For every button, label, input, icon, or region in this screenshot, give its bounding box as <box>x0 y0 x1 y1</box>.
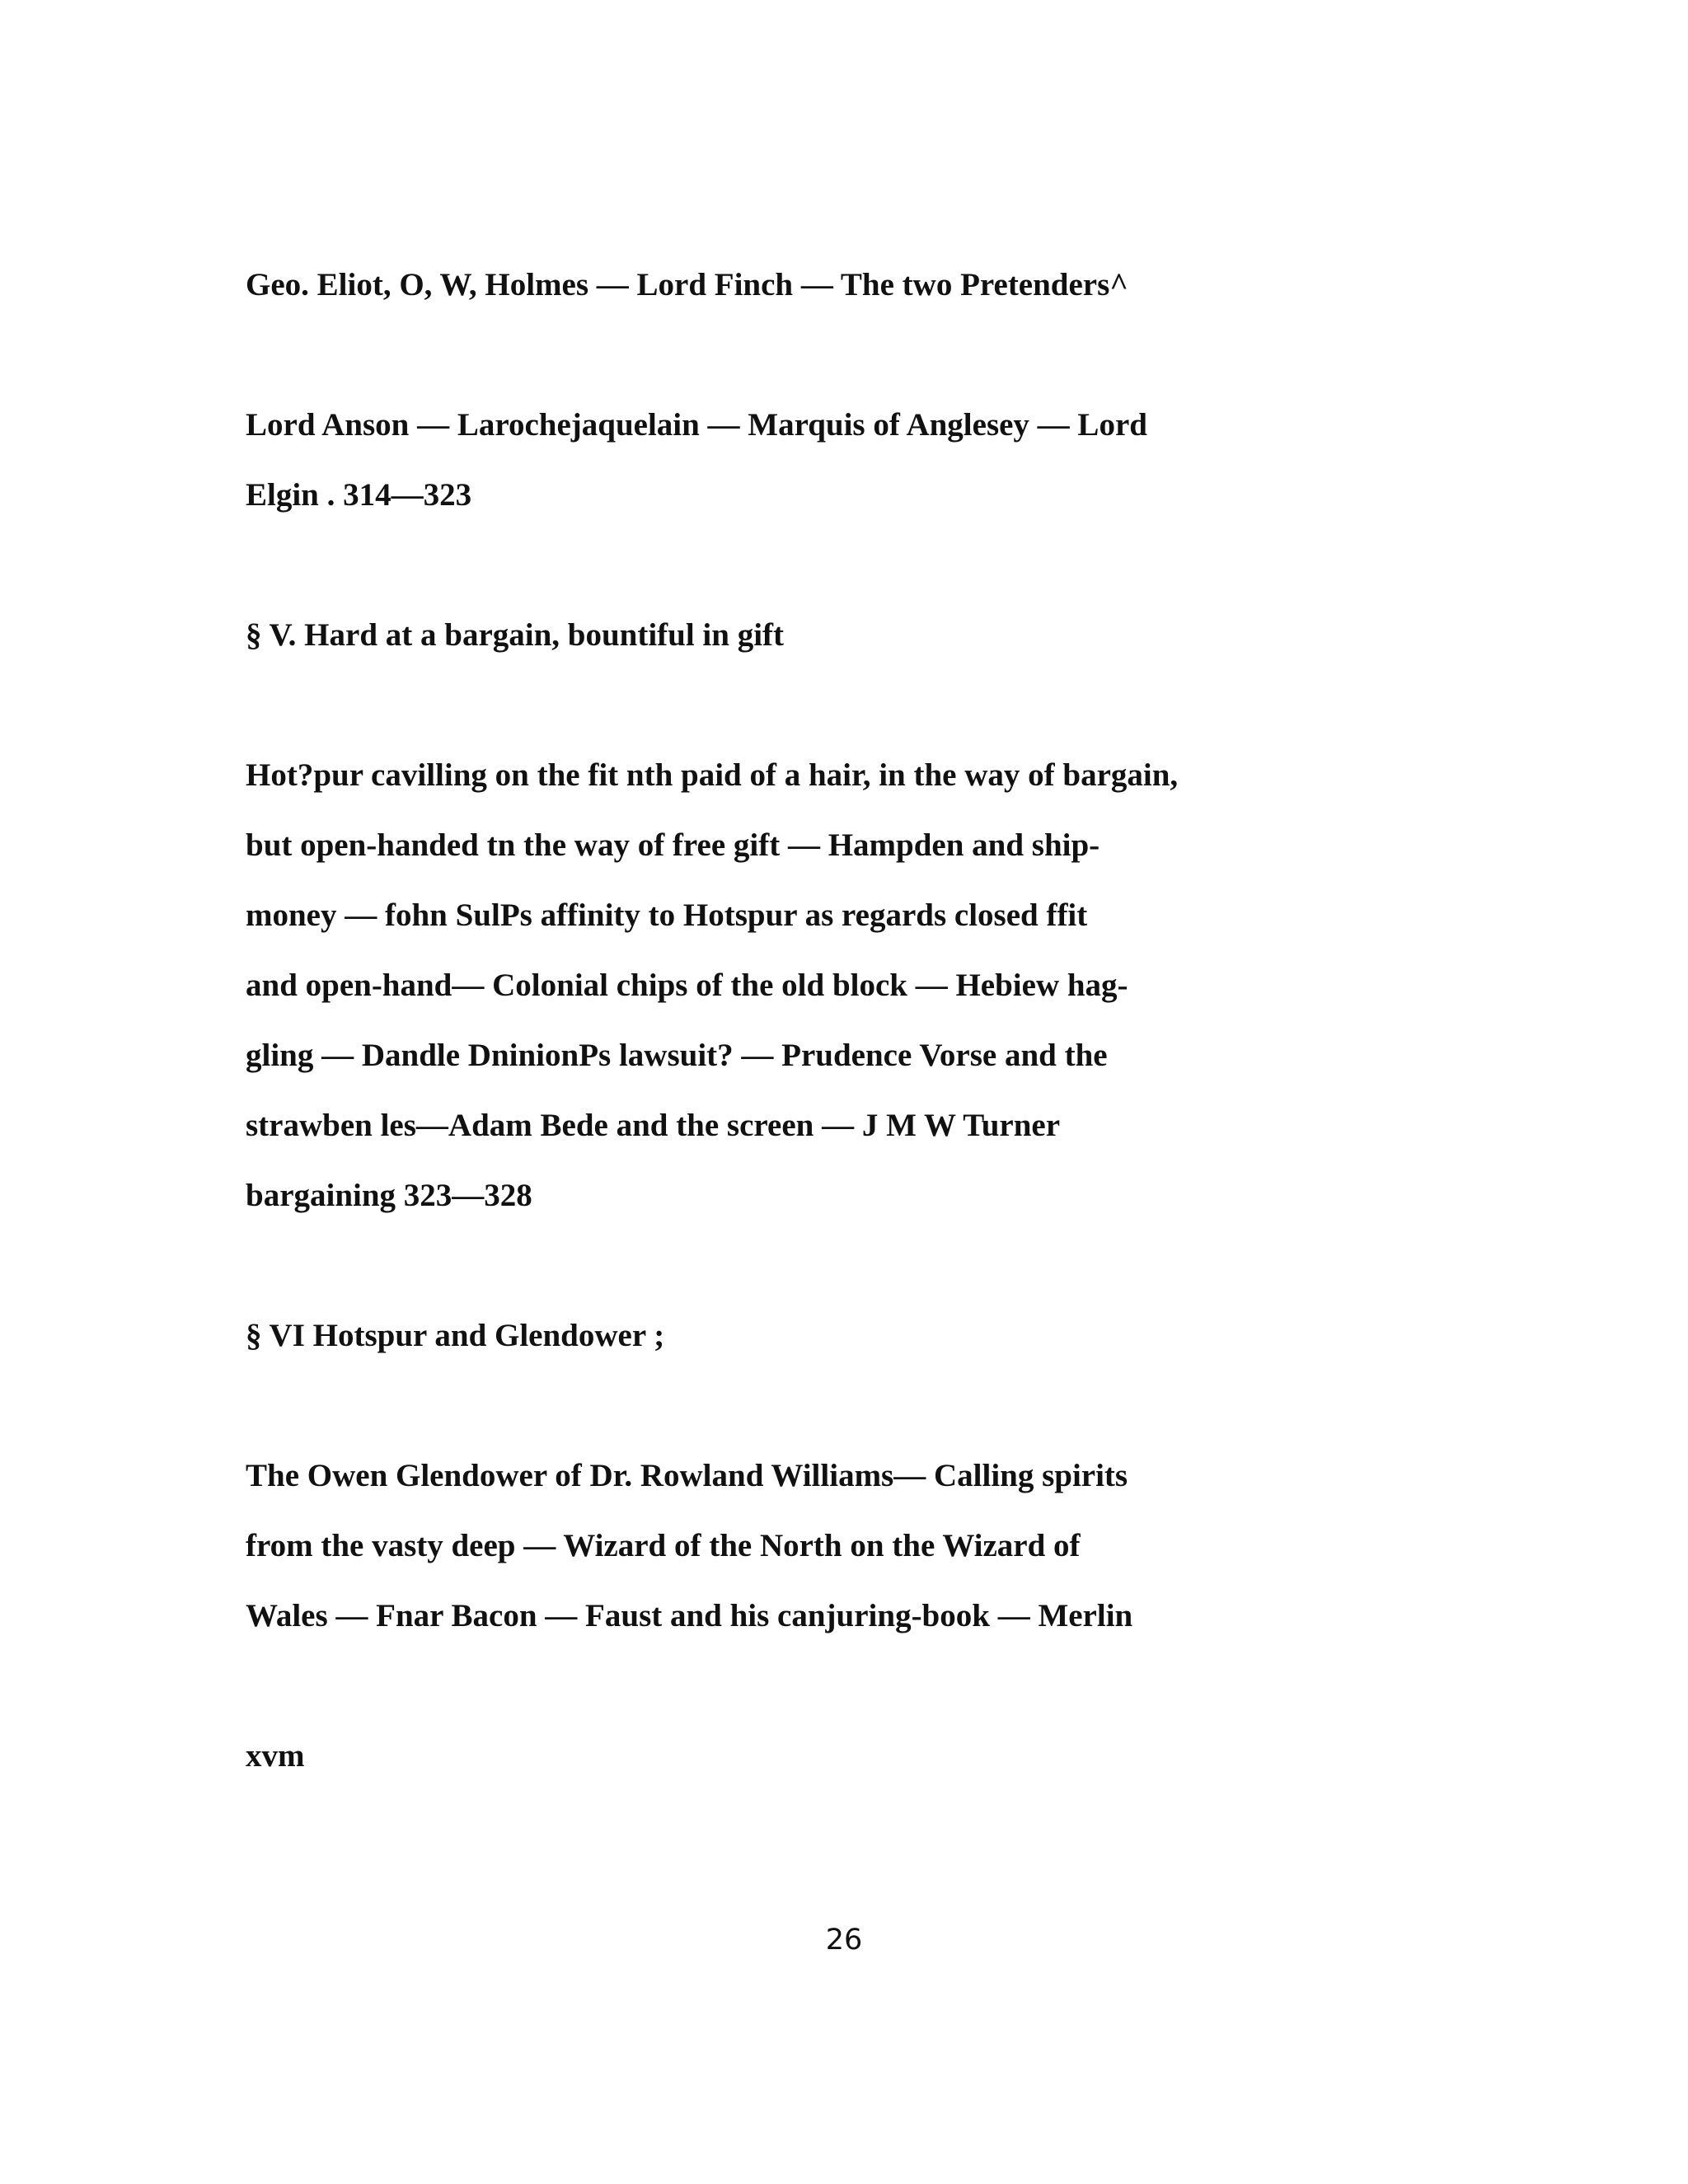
text-line-8: and open-hand— Colonial chips of the old block — Hebiew hag- <box>246 968 1128 1003</box>
section-heading-vi: § VI Hotspur and Glendower ; <box>246 1318 665 1353</box>
page-number: 26 <box>825 1924 863 1957</box>
text-line-9: gling — Dandle DninionPs lawsuit? — Prudence Vorse and the <box>246 1038 1108 1073</box>
roman-numeral-folio: xvm <box>246 1738 305 1774</box>
text-line-1: Geo. Eliot, O, W, Holmes — Lord Finch — The two Pretenders^ <box>246 267 1128 302</box>
text-line-3: Elgin . 314—323 <box>246 477 472 513</box>
text-line-10: strawben les—Adam Bede and the screen — J M W Turner <box>246 1108 1061 1143</box>
text-line-5: Hot?pur cavilling on the fit nth paid of a hair, in the way of bargain, <box>246 757 1179 793</box>
text-line-7: money — fohn SulPs affinity to Hotspur as regards closed ffit <box>246 898 1088 933</box>
text-line-11: bargaining 323—328 <box>246 1178 532 1213</box>
text-line-15: Wales — Fnar Bacon — Faust and his canjuring-book — Merlin <box>246 1598 1133 1633</box>
text-line-2: Lord Anson — Larochejaquelain — Marquis of Anglesey — Lord <box>246 407 1147 443</box>
text-line-6: but open-handed tn the way of free gift — Hampden and ship- <box>246 827 1100 863</box>
text-line-14: from the vasty deep — Wizard of the North on the Wizard of <box>246 1528 1081 1563</box>
section-heading-v: § V. Hard at a bargain, bountiful in gift <box>246 617 785 653</box>
text-line-13: The Owen Glendower of Dr. Rowland Williams— Calling spirits <box>246 1458 1128 1493</box>
